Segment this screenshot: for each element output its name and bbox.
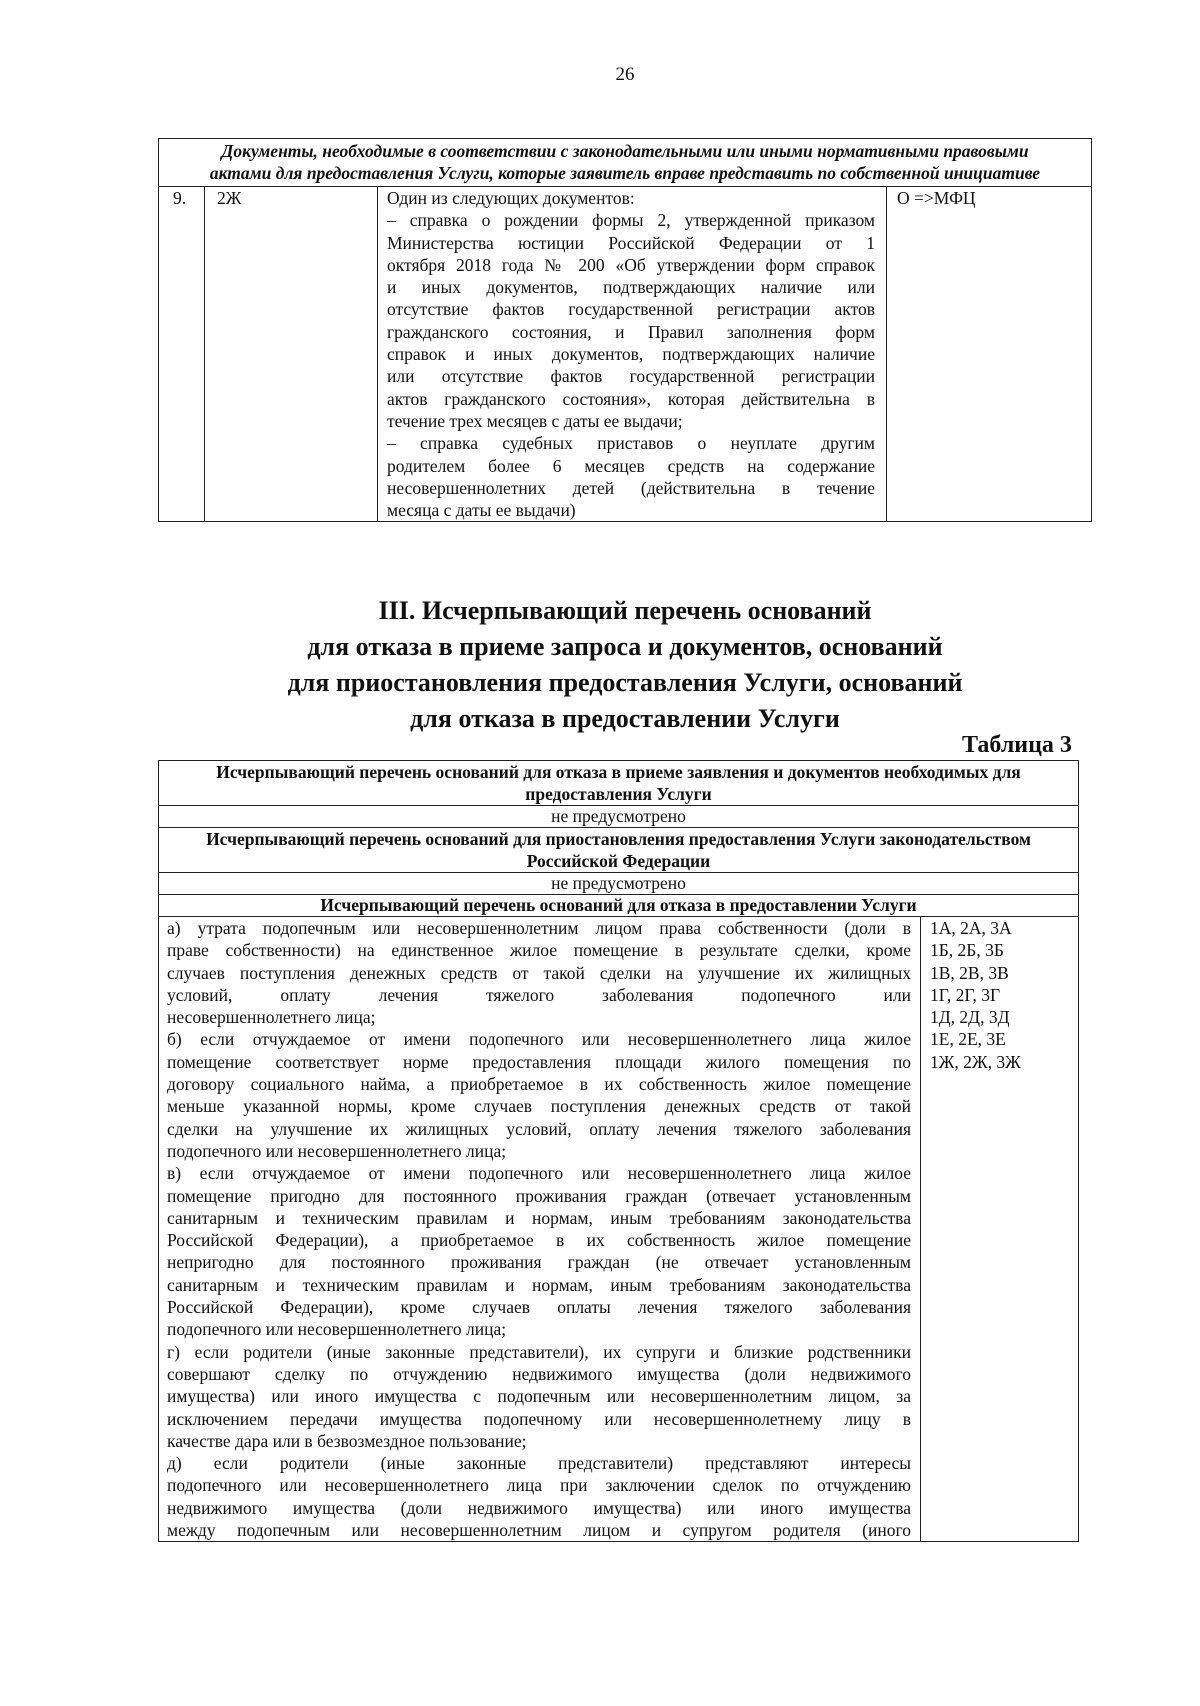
grounds-line: г) если родители (иные законные представители), их супруги и близкие родственники [167, 1341, 911, 1362]
grounds-line: сделки на улучшение их жилищных условий, оплату лечения тяжелого заболевания [167, 1118, 911, 1139]
grounds-value-refusal-receipt: не предусмотрено [159, 806, 1079, 828]
grounds-code: 1Е, 2Е, 3Е [930, 1029, 1006, 1050]
grounds-line: праве собственности) на единственное жилое помещение в результате сделки, кроме [167, 940, 911, 961]
grounds-line: исключением передачи имущества подопечному или несовершеннолетнему лицу в [167, 1408, 911, 1429]
grounds-line: условий, оплату лечения тяжелого заболевания подопечного или [167, 984, 911, 1005]
grounds-line: помещение соответствует норме предоставления площади жилого помещения по [167, 1051, 911, 1072]
section-title-line: для отказа в приеме запроса и документов, оснований [307, 632, 943, 661]
grounds-code: 1В, 2В, 3В [930, 962, 1009, 983]
grounds-code: 1Д, 2Д, 3Д [930, 1007, 1010, 1028]
grounds-heading-suspension: Исчерпывающий перечень оснований для приостановления предоставления Услуги законодательством Российской Федерации [159, 828, 1079, 873]
description-line: родителем более 6 месяцев средств на содержание [387, 455, 875, 476]
grounds-text [159, 917, 921, 1542]
table-label: Таблица 3 [962, 732, 1072, 758]
row-number: 9. [159, 187, 205, 522]
grounds-line: меньше указанной нормы, кроме случаев поступления денежных средств от такой [167, 1096, 911, 1117]
grounds-line: имущества) или иного имущества с подопечным или несовершеннолетним лицом, за [167, 1386, 911, 1407]
grounds-line: подопечного или несовершеннолетнего лица; [167, 1319, 507, 1340]
grounds-line: договору социального найма, а приобретаемое в их собственность жилое помещение [167, 1074, 911, 1095]
grounds-line: недвижимого имущества (доли недвижимого имущества) или иного имущества [167, 1497, 911, 1518]
grounds-code: 1Б, 2Б, 3Б [930, 940, 1004, 961]
page-number: 26 [615, 64, 635, 85]
section-title-line: для приостановления предоставления Услуги, оснований [287, 668, 963, 697]
description-line: и иных документов, подтверждающих наличие или [387, 277, 875, 298]
grounds-code: 1Г, 2Г, 3Г [930, 984, 1001, 1005]
row-route: О =>МФЦ [887, 187, 1092, 522]
grounds-line: санитарным и техническим правилам и нормам, иным требованиям законодательства [167, 1274, 911, 1295]
grounds-code: 1Ж, 2Ж, 3Ж [930, 1051, 1021, 1072]
section-title-line: для отказа в предоставлении Услуги [410, 704, 840, 733]
description-line: октября 2018 года № 200 «Об утверждении форм справок [387, 254, 875, 275]
grounds-line: подопечного или несовершеннолетнего лица при заключении сделок по отчуждению [167, 1475, 911, 1496]
grounds-line: помещение пригодно для постоянного проживания граждан (отвечает установленным [167, 1185, 911, 1206]
grounds-line: санитарным и техническим правилам и нормам, иным требованиям законодательства [167, 1207, 911, 1228]
grounds-line: а) утрата подопечным или несовершеннолетним лицом права собственности (доли в [167, 918, 911, 938]
description-line: отсутствие фактов государственной регистрации актов [387, 299, 875, 320]
documents-table [158, 138, 1092, 522]
row-code: 2Ж [205, 187, 378, 522]
grounds-table [158, 760, 1079, 1542]
description-line: справок и иных документов, подтверждающих наличие [387, 344, 875, 365]
description-line: несовершеннолетних детей (действительна в течение [387, 477, 875, 498]
grounds-heading-refusal-service: Исчерпывающий перечень оснований для отказа в предоставлении Услуги [159, 895, 1079, 917]
description-line: – справка судебных приставов о неуплате другим [387, 433, 875, 454]
description-line: течение трех месяцев с даты ее выдачи; [387, 410, 683, 431]
grounds-line: совершают сделку по отчуждению недвижимого имущества (доли недвижимого [167, 1363, 911, 1384]
grounds-heading-refusal-receipt: Исчерпывающий перечень оснований для отказа в приеме заявления и документов необходимых для предоставления Услуги [159, 761, 1079, 806]
description-line: Один из следующих документов: [387, 188, 635, 208]
grounds-line: Российской Федерации), а приобретаемое в их собственность жилое помещение [167, 1230, 911, 1251]
grounds-line: между подопечным или несовершеннолетним лицом и супругом родителя (иного [167, 1520, 911, 1541]
grounds-line: Российской Федерации), кроме случаев оплаты лечения тяжелого заболевания [167, 1297, 911, 1318]
grounds-line: качестве дара или в безвозмездное пользование; [167, 1430, 527, 1451]
description-line: или отсутствие фактов государственной регистрации [387, 366, 875, 387]
description-line: Министерства юстиции Российской Федерации от 1 [387, 232, 875, 253]
section-title [0, 593, 1200, 737]
grounds-line: подопечного или несовершеннолетнего лица; [167, 1140, 507, 1161]
description-line: гражданского состояния, и Правил заполнения форм [387, 321, 875, 342]
grounds-line: б) если отчуждаемое от имени подопечного или несовершеннолетнего лица жилое [167, 1029, 911, 1050]
row-description [378, 187, 887, 522]
grounds-codes [921, 917, 1079, 1542]
grounds-line: д) если родители (иные законные представители) представляют интересы [167, 1453, 911, 1474]
grounds-code: 1А, 2А, 3А [930, 918, 1012, 938]
grounds-line: случаев поступления денежных средств от такой сделки на улучшение их жилищных [167, 962, 911, 983]
grounds-line: непригодно для постоянного проживания граждан (не отвечает установленным [167, 1252, 911, 1273]
description-line: месяца с даты ее выдачи) [387, 500, 576, 521]
documents-table-header: Документы, необходимые в соответствии с законодательными или иными нормативными правовыми актами для предоставления Услуги, которые заявитель вправе представить по собственной инициативе [159, 139, 1092, 187]
section-title-line: III. Исчерпывающий перечень оснований [378, 596, 872, 625]
description-line: – справка о рождении формы 2, утвержденной приказом [387, 210, 875, 231]
grounds-line: несовершеннолетнего лица; [167, 1007, 376, 1028]
table-row [159, 187, 1092, 522]
grounds-line: в) если отчуждаемое от имени подопечного или несовершеннолетнего лица жилое [167, 1163, 911, 1184]
description-line: актов гражданского состояния», которая действительна в [387, 388, 875, 409]
grounds-value-suspension: не предусмотрено [159, 873, 1079, 895]
